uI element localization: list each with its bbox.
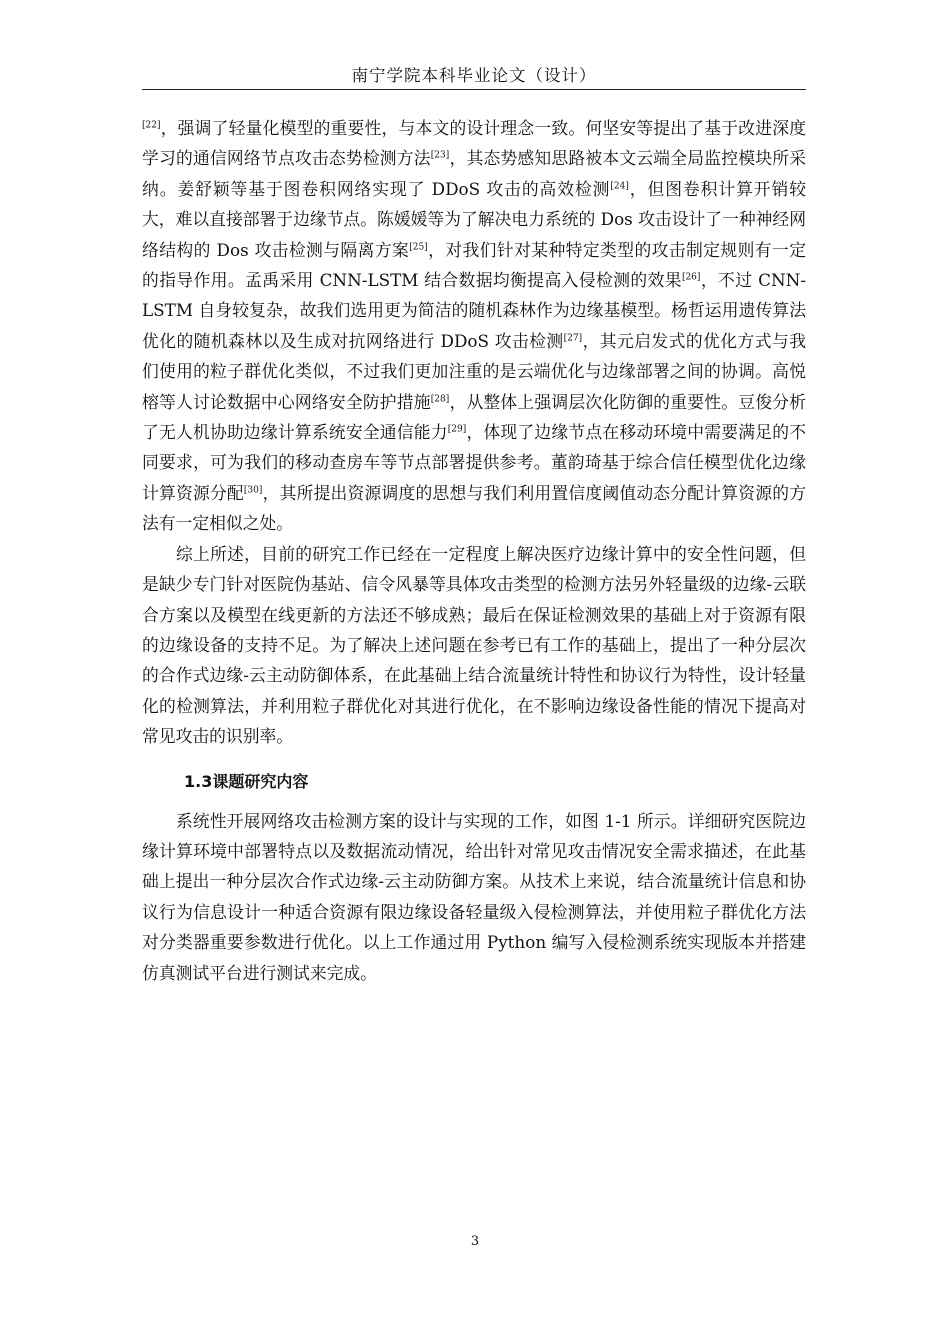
text-run: ，体现了边缘节点在移动环境中需要满足的不同要求，可为我们的移动查房车等节点部署提供参考。董韵琦基于综合信任模型优化边缘计算资源分配 bbox=[142, 422, 806, 503]
citation-ref: [23] bbox=[430, 150, 450, 161]
text-run: ，但图卷积计算开销较大，难以直接部署于边缘节点。陈媛媛等为了解决电力系统的 Dos 攻击设计了一种神经网络结构的 Dos 攻击检测与隔离方案 bbox=[142, 178, 806, 260]
header-divider bbox=[142, 89, 806, 90]
citation-ref: [30] bbox=[243, 485, 263, 496]
text-run: ，其元启发式的优化方式与我们使用的粒子群优化类似，不过我们更加注重的是云端优化与边缘部署之间的协调。高悦榕等人讨论数据中心网络安全防护措施 bbox=[142, 330, 806, 412]
text-run: ，不过 CNN-LSTM 自身较复杂，故我们选用更为简洁的随机森林作为边缘基模型。杨哲运用遗传算法优化的随机森林以及生成对抗网络进行 DDoS 攻击检测 bbox=[142, 270, 806, 351]
citation-ref: [25] bbox=[409, 241, 428, 252]
text-run: ，强调了轻量化模型的重要性，与本文的设计理念一致。何坚安等提出了基于改进深度学习的通信网络节点攻击态势检测方法 bbox=[142, 118, 806, 169]
citation-ref: [29] bbox=[447, 424, 467, 435]
page-header-title: 南宁学院本科毕业论文（设计） bbox=[351, 66, 597, 85]
citation-ref: [28] bbox=[430, 393, 450, 404]
text-run: ，对我们针对某种特定类型的攻击制定规则有一定的指导作用。孟禹采用 CNN-LSTM 结合数据均衡提高入侵检测的效果 bbox=[142, 239, 806, 291]
text-run: ，从整体上强调层次化防御的重要性。豆俊分析了无人机协助边缘计算系统安全通信能力 bbox=[142, 391, 806, 443]
paragraph-related-work bbox=[142, 113, 806, 539]
paragraph-research-content: 系统性开展网络攻击检测方案的设计与实现的工作，如图 1-1 所示。详细研究医院边缘计算环境中部署特点以及数据流动情况，给出针对常见攻击情况安全需求描述，在此基础上提出一种分层次合作式边缘-云主动防御方案。从技术上来说，结合流量统计信息和协议行为信息设计一种适合资源有限边缘设备轻量级入侵检测算法，并使用粒子群优化方法对分类器重要参数进行优化。以上工作通过用 Python 编写入侵检测系统实现版本并搭建仿真测试平台进行测试来完成。 bbox=[142, 810, 806, 983]
citation-ref: [22] bbox=[142, 120, 161, 131]
citation-ref: [24] bbox=[610, 181, 629, 192]
page-body bbox=[142, 113, 806, 988]
text-run: ，其所提出资源调度的思想与我们利用置信度阈值动态分配计算资源的方法有一定相似之处。 bbox=[142, 482, 806, 534]
section-heading: 1.3课题研究内容 bbox=[184, 771, 309, 791]
citation-ref: [27] bbox=[563, 333, 583, 344]
paragraph-summary: 综上所述，目前的研究工作已经在一定程度上解决医疗边缘计算中的安全性问题，但是缺少专门针对医院伪基站、信令风暴等具体攻击类型的检测方法另外轻量级的边缘-云联合方案以及模型在线更新的方法还不够成熟；最后在保证检测效果的基础上对于资源有限的边缘设备的支持不足。为了解决上述问题在参考已有工作的基础上，提出了一种分层次的合作式边缘-云主动防御体系，在此基础上结合流量统计特性和协议行为特性，设计轻量化的检测算法，并利用粒子群优化对其进行优化，在不影响边缘设备性能的情况下提高对常见攻击的识别率。 bbox=[142, 543, 806, 747]
page-number: 3 bbox=[470, 1234, 480, 1249]
citation-ref: [26] bbox=[681, 272, 701, 283]
text-run: ，其态势感知思路被本文云端全局监控模块所采纳。姜舒颖等基于图卷积网络实现了 DDoS 攻击的高效检测 bbox=[142, 148, 806, 199]
